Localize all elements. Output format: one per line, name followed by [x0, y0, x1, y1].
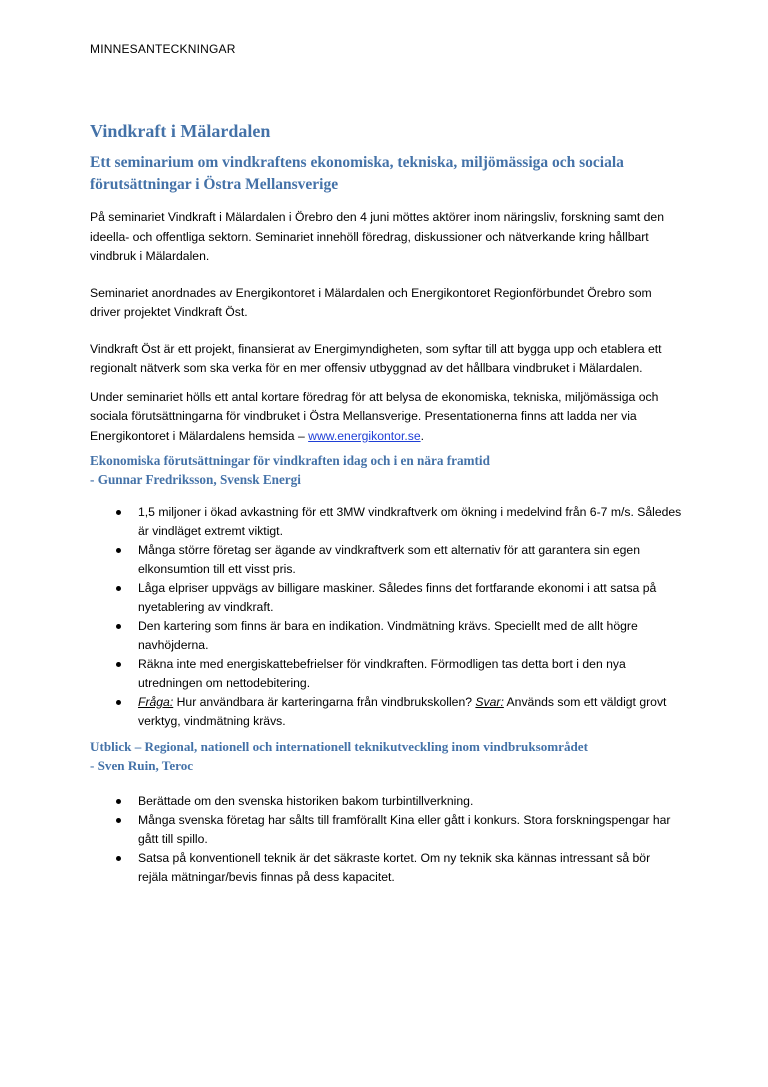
- paragraph-presentations: [90, 388, 682, 447]
- list-item-text: Den kartering som finns är bara en indikation. Vindmätning krävs. Speciellt med de allt högre navhöjderna.: [138, 619, 638, 652]
- bullet-icon: [116, 700, 121, 705]
- paragraph-intro: På seminariet Vindkraft i Mälardalen i Örebro den 4 juni möttes aktörer inom näringsliv, forskning samt den ideella- och offentliga sektorn. Seminariet innehöll föredrag, diskussioner och nätverkande kring hållbart vindbruk i Mälardalen.: [90, 210, 664, 263]
- question-text: Hur användbara är karteringarna från vindbrukskollen?: [173, 695, 476, 709]
- bullet-icon: [116, 548, 121, 553]
- question-label: Fråga:: [138, 695, 174, 709]
- link-trailing-period: .: [420, 428, 424, 443]
- section-heading-economy-speaker: - Gunnar Fredriksson, Svensk Energi: [90, 472, 301, 487]
- section-heading-outlook: [90, 737, 682, 775]
- page-header: MINNESANTECKNINGAR: [90, 42, 236, 56]
- bullet-icon: [116, 586, 121, 591]
- list-item: [102, 849, 682, 887]
- paragraph-presentations-text: Under seminariet hölls ett antal kortare föredrag för att belysa de ekonomiska, tekniska, miljömässiga och sociala förutsättningarna för vindbruket i Östra Mellansverige. Presentationerna finns att ladda ner via Energikontoret i Mälardalens hemsida –: [90, 389, 659, 443]
- list-item: [102, 811, 682, 849]
- bullet-icon: [116, 818, 121, 823]
- list-item-text: Berättade om den svenska historiken bakom turbintillverkning.: [138, 794, 474, 808]
- bullet-list-economy: [90, 503, 682, 731]
- bullet-icon: [116, 662, 121, 667]
- bullet-icon: [116, 856, 121, 861]
- bullet-icon: [116, 799, 121, 804]
- list-item-text: Satsa på konventionell teknik är det säkraste kortet. Om ny teknik ska kännas intressant så bör rejäla mätningar/bevis finnas på dess kapacitet.: [138, 851, 651, 884]
- list-item-text: Låga elpriser uppvägs av billigare maskiner. Således finns det fortfarande ekonomi i att satsa på nyetablering av vindkraft.: [138, 581, 657, 614]
- document-body: [90, 120, 682, 893]
- bullet-list-outlook: [90, 792, 682, 887]
- bullet-icon: [116, 624, 121, 629]
- list-item-text: Räkna inte med energiskattebefrielser för vindkraften. Förmodligen tas detta bort i den nya utredningen om nettodebitering.: [138, 657, 626, 690]
- paragraph-project: Vindkraft Öst är ett projekt, finansierat av Energimyndigheten, som syftar till att bygga upp och etablera ett regionalt nätverk som ska verka för en mer offensiv utbyggnad av det hållbara vindbruket i Mälardalen.: [90, 341, 662, 375]
- section-heading-outlook-title: Utblick – Regional, nationell och internationell teknikutveckling inom vindbruksområdet: [90, 739, 588, 754]
- list-item: [102, 541, 682, 579]
- list-item: [102, 617, 682, 655]
- energikontor-link[interactable]: www.energikontor.se: [308, 428, 421, 443]
- list-item: [102, 655, 682, 693]
- list-item-text: Många större företag ser ägande av vindkraftverk som ett alternativ för att garantera sin egen elkonsumtion till ett visst pris.: [138, 543, 640, 576]
- answer-label: Svar:: [475, 695, 504, 709]
- list-item-text: Många svenska företag har sålts till framförallt Kina eller gått i konkurs. Stora forskningspengar har gått till spillo.: [138, 813, 671, 846]
- list-item: [102, 579, 682, 617]
- paragraph-organizers: Seminariet anordnades av Energikontoret i Mälardalen och Energikontoret Regionförbundet Örebro som driver projektet Vindkraft Öst.: [90, 285, 652, 319]
- bullet-icon: [116, 510, 121, 515]
- document-title: Vindkraft i Mälardalen: [90, 121, 271, 141]
- answer-text: Används som ett väldigt grovt verktyg, vindmätning krävs.: [138, 695, 667, 728]
- list-item: [102, 503, 682, 541]
- section-heading-economy-title: Ekonomiska förutsättningar för vindkraften idag och i en nära framtid: [90, 453, 490, 468]
- section-heading-economy: [90, 451, 682, 489]
- list-item-text: 1,5 miljoner i ökad avkastning för ett 3MW vindkraftverk om ökning i medelvind från 6-7 m/s. Således är vindläget extremt viktigt.: [138, 505, 682, 538]
- document-subtitle: Ett seminarium om vindkraftens ekonomiska, tekniska, miljömässiga och sociala förutsättningar i Östra Mellansverige: [90, 154, 624, 193]
- section-heading-outlook-speaker: - Sven Ruin, Teroc: [90, 758, 194, 773]
- list-item: [102, 792, 682, 811]
- list-item-qa: [102, 693, 682, 731]
